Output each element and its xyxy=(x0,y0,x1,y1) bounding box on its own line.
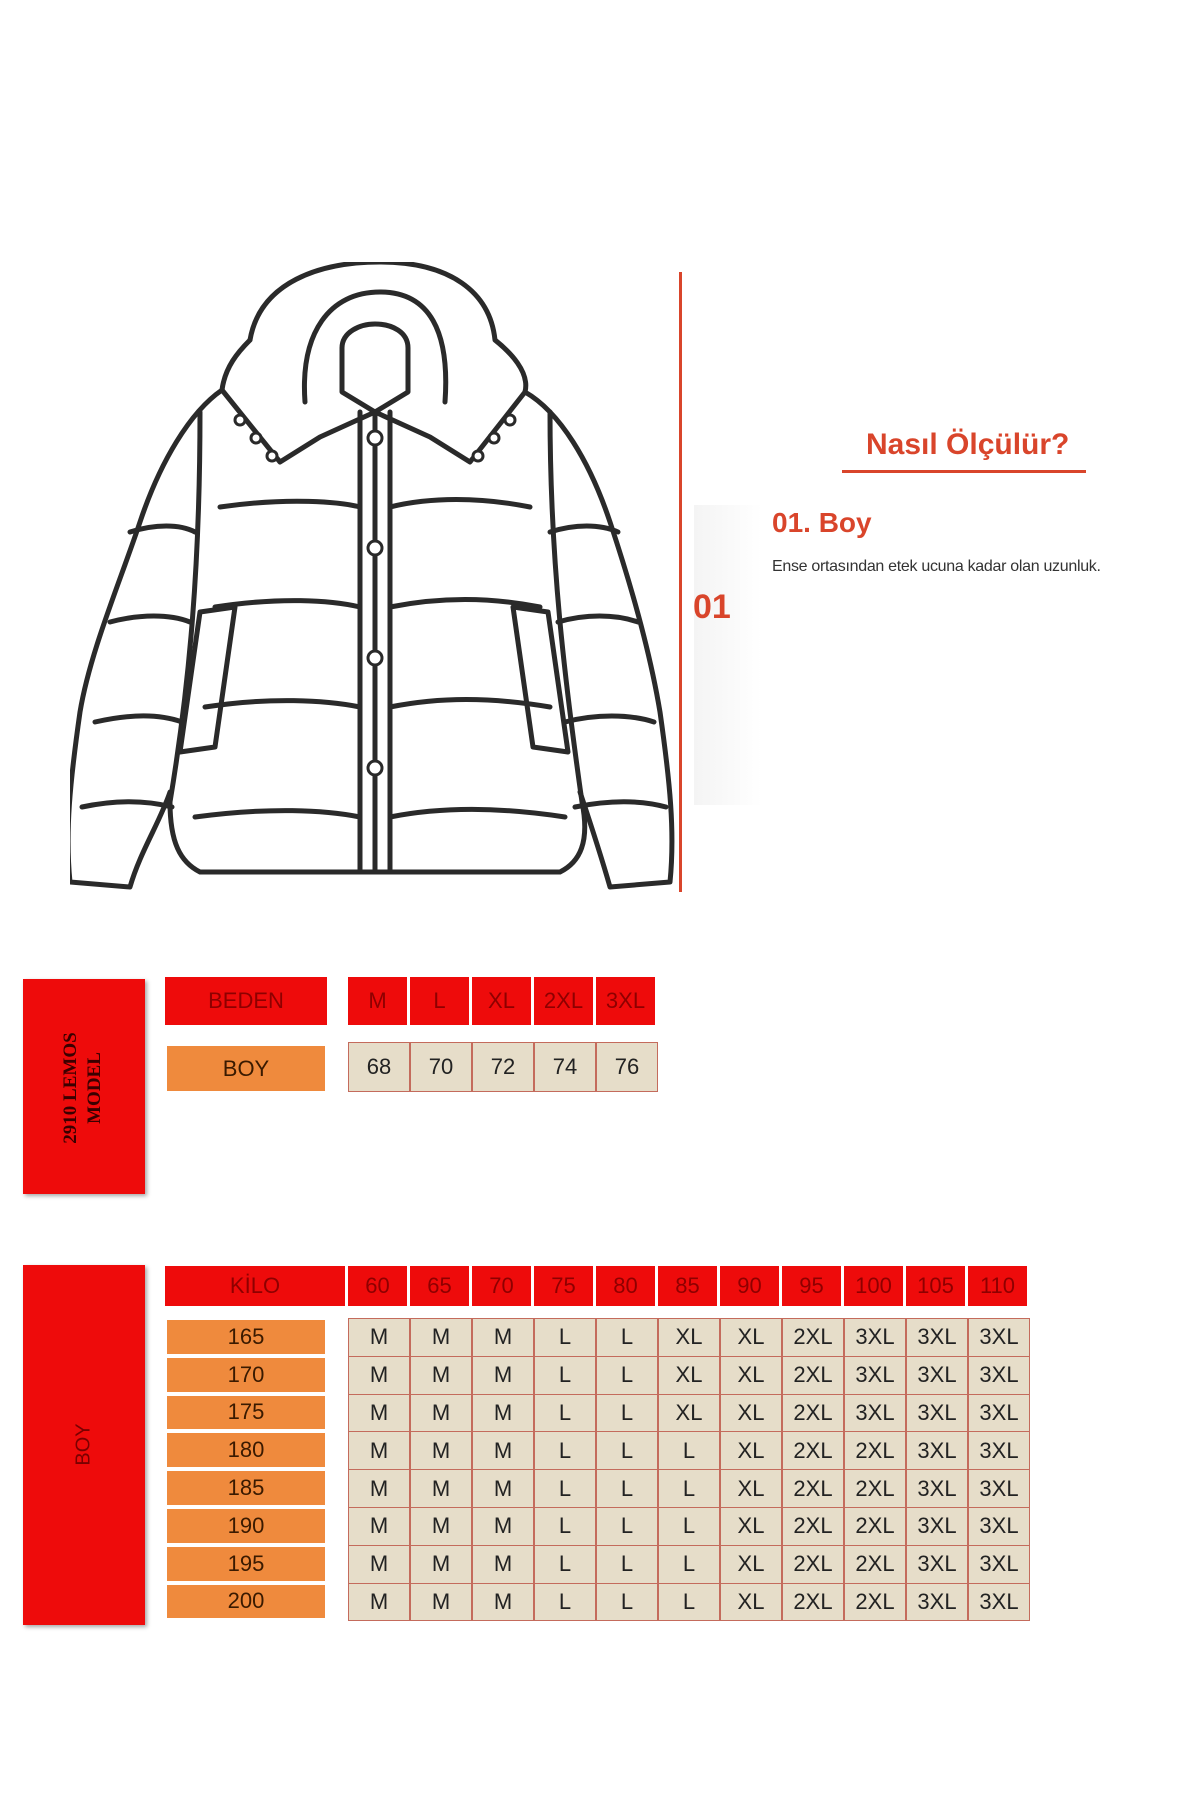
measure-marker: 01 xyxy=(693,588,731,626)
size-cell: 2XL xyxy=(844,1431,906,1470)
size-cell: M xyxy=(348,1469,410,1508)
size-cell: 2XL xyxy=(844,1545,906,1584)
size-cell: L xyxy=(658,1469,720,1508)
weight-header-cell: 100 xyxy=(844,1266,903,1306)
size-cell: L xyxy=(596,1394,658,1433)
weight-header-cell: 110 xyxy=(968,1266,1027,1306)
height-cell: 180 xyxy=(167,1433,325,1467)
size-cell: M xyxy=(410,1431,472,1470)
size-cell: M xyxy=(410,1545,472,1584)
shade-panel xyxy=(694,505,762,805)
size-cell: M xyxy=(348,1394,410,1433)
size-cell: 2XL xyxy=(782,1394,844,1433)
height-cell: 190 xyxy=(167,1509,325,1543)
size-cell: 3XL xyxy=(906,1431,968,1470)
size-cell: 3XL xyxy=(844,1356,906,1395)
size-cell: M xyxy=(410,1583,472,1622)
height-cell: 165 xyxy=(167,1320,325,1354)
model-label xyxy=(59,968,107,1208)
step-description: Ense ortasından etek ucuna kadar olan uzunluk. xyxy=(772,558,1101,575)
size-cell: 2XL xyxy=(782,1318,844,1357)
size-cell: XL xyxy=(720,1431,782,1470)
size-cell: 2XL xyxy=(844,1469,906,1508)
size-cell: M xyxy=(410,1394,472,1433)
size-cell: 3XL xyxy=(906,1356,968,1395)
length-cell: 70 xyxy=(410,1042,472,1092)
weight-header-cell: 105 xyxy=(906,1266,965,1306)
size-cell: XL xyxy=(720,1507,782,1546)
height-cell: 200 xyxy=(167,1585,325,1619)
size-cell: 3XL xyxy=(906,1394,968,1433)
size-cell: XL xyxy=(720,1356,782,1395)
size-cell: M xyxy=(410,1469,472,1508)
size-cell: 2XL xyxy=(782,1469,844,1508)
size-cell: 3XL xyxy=(906,1583,968,1622)
size-cell: M xyxy=(348,1545,410,1584)
size-cell: L xyxy=(534,1318,596,1357)
size-cell: L xyxy=(596,1318,658,1357)
size-cell: 3XL xyxy=(968,1469,1030,1508)
weight-header-cell: 60 xyxy=(348,1266,407,1306)
size-cell: 2XL xyxy=(782,1507,844,1546)
kilo-label: KİLO xyxy=(165,1266,345,1306)
size-cell: XL xyxy=(720,1545,782,1584)
size-cell: 3XL xyxy=(968,1507,1030,1546)
boy-side-label: BOY xyxy=(72,1423,95,1466)
length-cell: 76 xyxy=(596,1042,658,1092)
weight-header-cell: 95 xyxy=(782,1266,841,1306)
size-cell: L xyxy=(596,1545,658,1584)
size-cell: M xyxy=(472,1545,534,1584)
size-cell: 2XL xyxy=(844,1583,906,1622)
size-cell: M xyxy=(348,1318,410,1357)
model-code: 2910 LEMOS xyxy=(60,1032,81,1144)
size-cell: 3XL xyxy=(906,1507,968,1546)
length-cell: 72 xyxy=(472,1042,534,1092)
size-header-cell: XL xyxy=(472,977,531,1025)
size-header-cell: M xyxy=(348,977,407,1025)
size-cell: 2XL xyxy=(782,1583,844,1622)
size-cell: L xyxy=(658,1545,720,1584)
height-cell: 170 xyxy=(167,1358,325,1392)
howto-title: Nasıl Ölçülür? xyxy=(866,428,1070,461)
size-cell: L xyxy=(658,1583,720,1622)
size-cell: L xyxy=(534,1394,596,1433)
size-cell: L xyxy=(534,1507,596,1546)
size-cell: 2XL xyxy=(844,1507,906,1546)
size-cell: L xyxy=(534,1545,596,1584)
size-cell: M xyxy=(472,1583,534,1622)
size-cell: M xyxy=(348,1507,410,1546)
model-sidebar xyxy=(23,979,145,1194)
boy-sidebar xyxy=(23,1265,145,1625)
measure-line xyxy=(679,272,682,892)
size-cell: M xyxy=(472,1431,534,1470)
weight-header-cell: 80 xyxy=(596,1266,655,1306)
size-cell: 3XL xyxy=(906,1469,968,1508)
size-cell: L xyxy=(596,1469,658,1508)
size-cell: 3XL xyxy=(844,1394,906,1433)
size-cell: L xyxy=(596,1507,658,1546)
size-cell: 3XL xyxy=(968,1583,1030,1622)
size-cell: L xyxy=(534,1469,596,1508)
height-cell: 185 xyxy=(167,1471,325,1505)
size-cell: M xyxy=(348,1583,410,1622)
size-cell: L xyxy=(534,1356,596,1395)
size-cell: L xyxy=(658,1431,720,1470)
size-cell: M xyxy=(472,1318,534,1357)
size-cell: L xyxy=(596,1583,658,1622)
size-cell: XL xyxy=(720,1583,782,1622)
size-cell: M xyxy=(472,1507,534,1546)
size-cell: L xyxy=(658,1507,720,1546)
length-cell: 74 xyxy=(534,1042,596,1092)
size-cell: XL xyxy=(720,1469,782,1508)
height-cell: 195 xyxy=(167,1547,325,1581)
weight-header-cell: 90 xyxy=(720,1266,779,1306)
model-word: MODEL xyxy=(84,1052,105,1124)
weight-header-cell: 75 xyxy=(534,1266,593,1306)
weight-header-cell: 70 xyxy=(472,1266,531,1306)
size-cell: 3XL xyxy=(968,1431,1030,1470)
size-cell: 3XL xyxy=(906,1545,968,1584)
size-cell: XL xyxy=(658,1394,720,1433)
size-cell: M xyxy=(348,1356,410,1395)
size-cell: M xyxy=(410,1507,472,1546)
size-cell: 2XL xyxy=(782,1431,844,1470)
size-cell: 2XL xyxy=(782,1356,844,1395)
weight-header-cell: 85 xyxy=(658,1266,717,1306)
size-cell: 3XL xyxy=(968,1394,1030,1433)
size-cell: XL xyxy=(720,1394,782,1433)
size-cell: 3XL xyxy=(844,1318,906,1357)
size-cell: 2XL xyxy=(782,1545,844,1584)
size-cell: M xyxy=(348,1431,410,1470)
size-cell: XL xyxy=(720,1318,782,1357)
size-cell: M xyxy=(472,1469,534,1508)
size-cell: M xyxy=(472,1356,534,1395)
title-underline xyxy=(842,470,1086,473)
size-cell: 3XL xyxy=(906,1318,968,1357)
size-cell: 3XL xyxy=(968,1318,1030,1357)
jacket-illustration xyxy=(70,262,690,902)
beden-label: BEDEN xyxy=(165,977,327,1025)
size-header-cell: L xyxy=(410,977,469,1025)
size-cell: L xyxy=(596,1431,658,1470)
size-cell: L xyxy=(534,1583,596,1622)
size-cell: XL xyxy=(658,1318,720,1357)
size-cell: M xyxy=(410,1318,472,1357)
size-header-cell: 2XL xyxy=(534,977,593,1025)
size-cell: M xyxy=(410,1356,472,1395)
step-title: 01. Boy xyxy=(772,507,872,538)
size-cell: 3XL xyxy=(968,1356,1030,1395)
size-cell: XL xyxy=(658,1356,720,1395)
height-cell: 175 xyxy=(167,1396,325,1430)
size-header-cell: 3XL xyxy=(596,977,655,1025)
length-cell: 68 xyxy=(348,1042,410,1092)
size-cell: L xyxy=(596,1356,658,1395)
size-cell: L xyxy=(534,1431,596,1470)
boy-label: BOY xyxy=(167,1046,325,1091)
size-cell: 3XL xyxy=(968,1545,1030,1584)
weight-header-cell: 65 xyxy=(410,1266,469,1306)
size-cell: M xyxy=(472,1394,534,1433)
